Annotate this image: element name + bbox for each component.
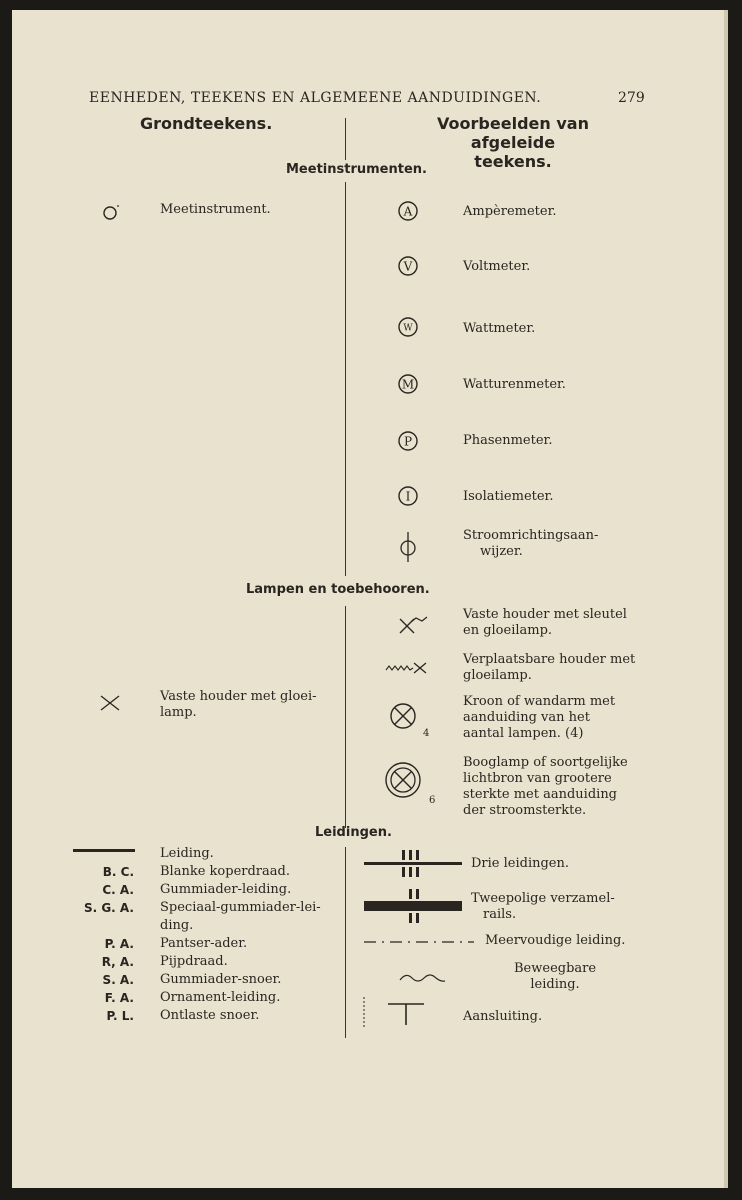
tweepolige-label — [471, 891, 615, 923]
stroomrichting-line1: Stroomrichtingsaan- — [463, 528, 599, 543]
booglamp-line2: lichtbron van grootere — [463, 771, 612, 786]
volt-meter-label: Voltmeter. — [463, 259, 531, 274]
meter-letter-v: V — [403, 259, 413, 274]
list-label: Ontlaste snoer. — [160, 1008, 260, 1023]
busbar-icon — [364, 887, 464, 927]
direction-indicator-icon — [396, 530, 420, 564]
list-label: Gummiader-leiding. — [160, 882, 292, 897]
stroomrichting-line2: wijzer. — [480, 544, 523, 559]
multiple-line-icon — [362, 939, 478, 945]
list-label: Pantser-ader. — [160, 936, 248, 951]
list-item — [72, 1008, 352, 1026]
watt-meter-label: Wattmeter. — [463, 321, 536, 336]
list-abbr: P. A. — [104, 937, 134, 951]
booglamp-label — [463, 755, 643, 819]
booglamp-line3: sterkte met aanduiding — [463, 787, 618, 802]
meervoudige-label: Meervoudige leiding. — [485, 933, 626, 948]
column-divider — [345, 182, 346, 576]
stroomrichting-label — [463, 528, 598, 560]
kroon-line3: aantal lampen. (4) — [463, 726, 584, 741]
meetinstrument-label: Meetinstrument. — [160, 202, 271, 217]
wattuur-meter-icon — [396, 372, 420, 396]
list-item — [72, 864, 352, 882]
chandelier-icon — [388, 701, 418, 731]
list-label: Ornament-leiding. — [160, 990, 281, 1005]
connection-icon — [362, 995, 444, 1029]
kroon-line2: aanduiding van het — [463, 710, 590, 725]
lamp-holder-line2: lamp. — [160, 705, 197, 720]
chandelier-lamp-count: 4 — [423, 728, 430, 739]
vaste-houder-sleutel-line2: en gloeilamp. — [463, 623, 553, 638]
three-conductors-icon — [364, 848, 464, 882]
aansluiting-label: Aansluiting. — [463, 1009, 543, 1024]
running-head: EENHEDEN, TEEKENS EN ALGEMEENE AANDUIDINGEN. — [89, 90, 542, 106]
list-abbr: B. C. — [102, 865, 134, 879]
phase-meter-label: Phasenmeter. — [463, 433, 553, 448]
ampere-meter-label: Ampèremeter. — [463, 204, 557, 219]
list-label: Pijpdraad. — [160, 954, 228, 969]
lamp-holder-cross-icon — [99, 694, 121, 712]
meter-letter-i: I — [405, 489, 411, 504]
list-item — [72, 972, 352, 990]
vaste-houder-sleutel-label — [463, 607, 643, 639]
list-item — [72, 900, 352, 918]
header-voorbeelden-line2: teekens. — [474, 152, 552, 171]
watt-meter-icon — [396, 315, 420, 339]
meter-letter-a: A — [403, 204, 413, 219]
lamp-holder-label — [160, 689, 344, 721]
book-page — [12, 10, 728, 1188]
section-meetinstrumenten: Meetinstrumenten. — [286, 162, 427, 177]
list-abbr: P. L. — [106, 1009, 134, 1023]
ampere-meter-icon — [396, 199, 420, 223]
list-label: Speciaal-gummiader-lei- — [160, 900, 321, 915]
page-number: 279 — [618, 90, 645, 106]
section-lampen: Lampen en toebehooren. — [246, 582, 430, 597]
wattuur-meter-label: Watturenmeter. — [463, 377, 566, 392]
meter-list — [390, 190, 730, 520]
vaste-houder-sleutel-line1: Vaste houder met sleutel — [463, 607, 627, 622]
tweepolige-line1: Tweepolige verzamel- — [471, 891, 615, 906]
list-item — [72, 990, 352, 1008]
lamp-holder-line1: Vaste houder met gloei- — [160, 689, 317, 704]
list-item — [72, 936, 352, 954]
list-item — [72, 954, 352, 972]
list-item — [72, 846, 352, 864]
list-abbr: F. A. — [104, 991, 134, 1005]
arc-lamp-current: 6 — [429, 795, 436, 806]
header-voorbeelden — [393, 114, 633, 171]
kroon-line1: Kroon of wandarm met — [463, 694, 616, 709]
switch-lamp-holder-icon — [396, 615, 430, 635]
meter-letter-m: M — [401, 377, 415, 392]
list-abbr: S. A. — [102, 973, 134, 987]
section-leidingen: Leidingen. — [315, 825, 392, 840]
portable-holder-icon — [384, 661, 430, 675]
beweegbare-line2: leiding. — [530, 977, 580, 992]
phase-meter-icon — [396, 429, 420, 453]
list-label: Leiding. — [160, 846, 214, 861]
list-item — [72, 882, 352, 900]
beweegbare-line1: Beweegbare — [514, 961, 597, 976]
isolation-meter-label: Isolatiemeter. — [463, 489, 554, 504]
list-item — [72, 918, 352, 936]
column-divider — [345, 118, 346, 160]
arc-lamp-icon — [383, 760, 423, 800]
column-divider — [345, 606, 346, 828]
list-abbr: C. A. — [102, 883, 134, 897]
volt-meter-icon — [396, 254, 420, 278]
verplaatsbare-houder-line1: Verplaatsbare houder met — [463, 652, 636, 667]
verplaatsbare-houder-label — [463, 652, 643, 684]
list-label: ding. — [160, 918, 194, 933]
drie-leidingen-label: Drie leidingen. — [471, 856, 570, 871]
flexible-line-icon — [398, 971, 448, 985]
kroon-label — [463, 694, 643, 742]
list-abbr: R, A. — [101, 955, 134, 969]
isolation-meter-icon — [396, 484, 420, 508]
list-abbr: S. G. A. — [83, 901, 134, 915]
header-voorbeelden-line1: Voorbeelden van afgeleide — [437, 114, 589, 152]
beweegbare-label — [514, 961, 596, 993]
tweepolige-line2: rails. — [483, 907, 517, 922]
header-grondteekens: Grondteekens. — [140, 114, 273, 133]
list-label: Blanke koperdraad. — [160, 864, 290, 879]
leidingen-list — [72, 846, 352, 1026]
meter-letter-w: W — [403, 323, 413, 334]
booglamp-line4: der stroomsterkte. — [463, 803, 587, 818]
list-label: Gummiader-snoer. — [160, 972, 282, 987]
verplaatsbare-houder-line2: gloeilamp. — [463, 668, 532, 683]
booglamp-line1: Booglamp of soortgelijke — [463, 755, 628, 770]
meetinstrument-circle-icon — [100, 203, 120, 223]
meter-letter-p: P — [403, 434, 413, 449]
